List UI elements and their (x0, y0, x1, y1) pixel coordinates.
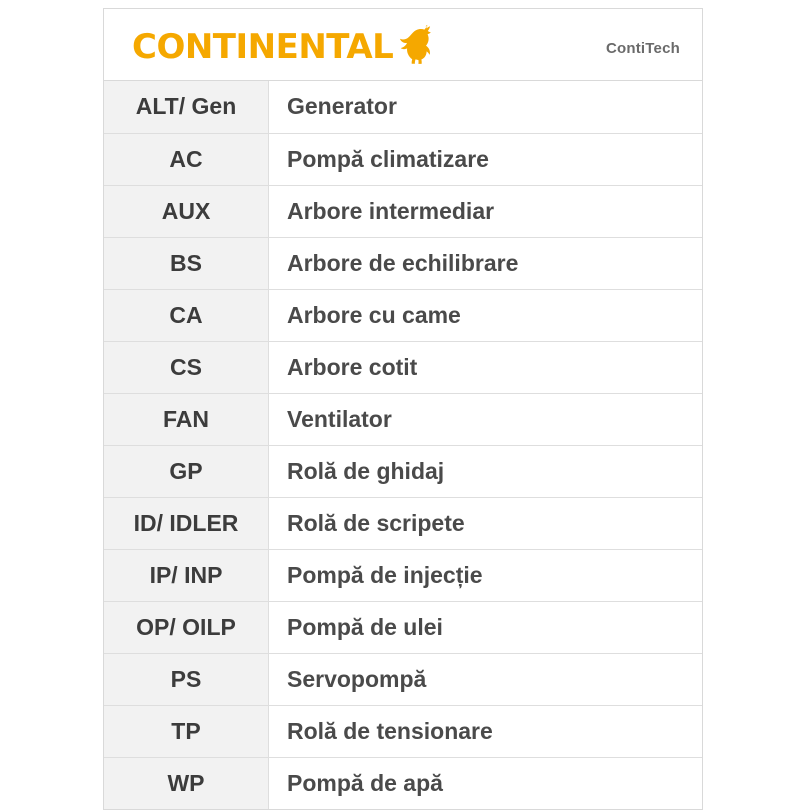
brand-wordmark: CONTINENTAL (132, 26, 394, 67)
code-cell: CA (104, 289, 269, 341)
table-row (104, 237, 702, 289)
code-cell: AUX (104, 185, 269, 237)
description-cell: Pompă de ulei (269, 601, 703, 653)
table-row (104, 393, 702, 445)
continental-logo (132, 23, 435, 70)
description-cell: Arbore cu came (269, 289, 703, 341)
code-cell: TP (104, 705, 269, 757)
description-cell: Arbore intermediar (269, 185, 703, 237)
code-cell: CS (104, 341, 269, 393)
description-cell: Rolă de tensionare (269, 705, 703, 757)
table-row (104, 705, 702, 757)
code-cell: GP (104, 445, 269, 497)
description-cell: Arbore de echilibrare (269, 237, 703, 289)
code-cell: BS (104, 237, 269, 289)
table-row (104, 549, 702, 601)
table-row (104, 81, 702, 133)
table-row (104, 497, 702, 549)
code-cell: ID/ IDLER (104, 497, 269, 549)
table-row (104, 185, 702, 237)
table-row (104, 445, 702, 497)
description-cell: Rolă de scripete (269, 497, 703, 549)
description-cell: Generator (287, 93, 397, 120)
description-cell: Servopompă (269, 653, 703, 705)
description-cell: Pompă de apă (269, 757, 703, 809)
code-cell: IP/ INP (104, 549, 269, 601)
table-row (104, 341, 702, 393)
code-cell: PS (104, 653, 269, 705)
description-cell: Rolă de ghidaj (269, 445, 703, 497)
code-cell: OP/ OILP (104, 601, 269, 653)
contitech-wordmark: ContiTech (605, 40, 680, 57)
description-cell: Ventilator (269, 393, 703, 445)
description-cell: Pompă de injecție (269, 549, 703, 601)
code-cell: FAN (104, 393, 269, 445)
code-cell: WP (104, 757, 269, 809)
legend-table-body (104, 81, 702, 809)
description-cell: Pompă climatizare (269, 133, 703, 185)
legend-sheet (103, 8, 703, 810)
code-cell: AC (104, 133, 269, 185)
table-row (104, 757, 702, 809)
description-cell: Arbore cotit (269, 341, 703, 393)
prancing-horse-icon (397, 23, 435, 70)
table-row (104, 653, 702, 705)
code-cell: ALT/ Gen (104, 81, 269, 133)
table-row (104, 133, 702, 185)
abbreviation-legend-table (104, 81, 702, 809)
table-row (104, 601, 702, 653)
table-row (104, 289, 702, 341)
brand-header (104, 9, 702, 81)
